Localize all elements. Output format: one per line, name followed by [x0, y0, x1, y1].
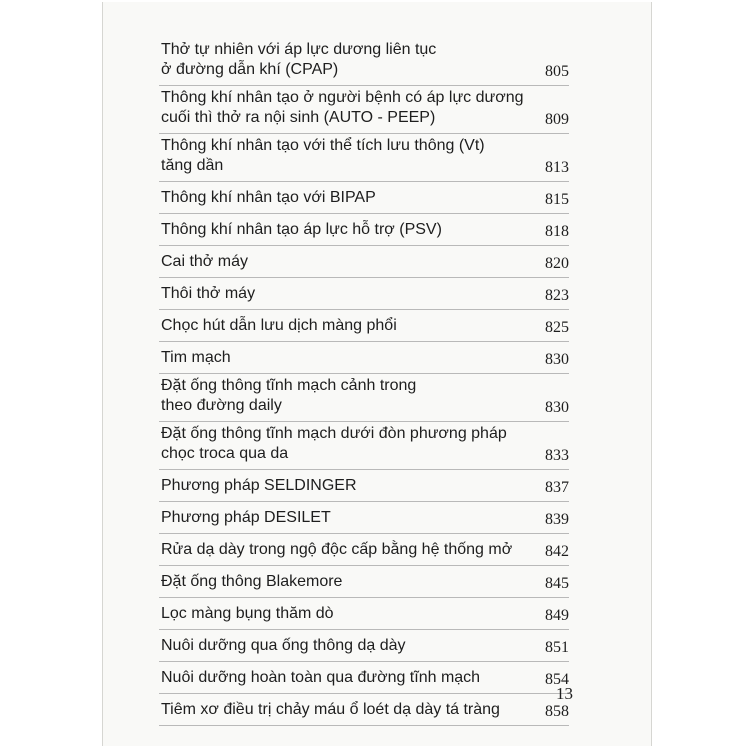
toc-entry-page: 809: [545, 111, 569, 128]
toc-entry-title: Lọc màng bụng thăm dò: [161, 605, 334, 622]
toc-entry: [159, 566, 569, 598]
toc-entry-page: 845: [545, 575, 569, 592]
toc-entry-title: Phương pháp DESILET: [161, 509, 331, 526]
book-page: [102, 2, 652, 746]
toc-entry: [159, 422, 569, 470]
toc-entry-title: Thở tự nhiên với áp lực dương liên tục ở đường dẫn khí (CPAP): [161, 41, 437, 78]
toc-entry-page: 813: [545, 159, 569, 176]
toc-entry-page: 854: [545, 671, 569, 688]
toc-entry: [159, 502, 569, 534]
toc-entry: [159, 534, 569, 566]
toc-entry-title: Tiêm xơ điều trị chảy máu ổ loét dạ dày tá tràng: [161, 701, 500, 718]
toc-entry-page: 823: [545, 287, 569, 304]
toc-entry-page: 851: [545, 639, 569, 656]
toc-entry-page: 830: [545, 351, 569, 368]
toc-entry-title: Thông khí nhân tạo áp lực hỗ trợ (PSV): [161, 221, 442, 238]
page-number: 13: [556, 684, 573, 703]
toc-entry: [159, 694, 569, 726]
toc-entry-title: Đặt ống thông tĩnh mạch cảnh trong theo đường daily: [161, 377, 417, 414]
toc-entry-page: 858: [545, 703, 569, 720]
toc-entry-page: 849: [545, 607, 569, 624]
toc-entry-page: 842: [545, 543, 569, 560]
toc-entry: [159, 374, 569, 422]
toc-entry: [159, 662, 569, 694]
toc-entry-page: 837: [545, 479, 569, 496]
toc-entry: [159, 86, 569, 134]
toc-entry-title: Thông khí nhân tạo ở người bệnh có áp lực dương cuối thì thở ra nội sinh (AUTO - PEEP): [161, 89, 524, 126]
toc-entry-title: Thôi thở máy: [161, 285, 256, 302]
toc-entry-page: 820: [545, 255, 569, 272]
toc-entry: [159, 278, 569, 310]
toc-entry: [159, 134, 569, 182]
toc-entry: [159, 598, 569, 630]
toc-entry-page: 825: [545, 319, 569, 336]
toc-entry: [159, 246, 569, 278]
toc-entry-page: 833: [545, 447, 569, 464]
toc-entry-page: 818: [545, 223, 569, 240]
toc-entry-title: Phương pháp SELDINGER: [161, 477, 357, 494]
toc-entry: [159, 630, 569, 662]
toc-entry: [159, 38, 569, 86]
toc-entry-title: Tim mạch: [161, 349, 231, 366]
toc-entry-title: Cai thở máy: [161, 253, 248, 270]
table-of-contents: [159, 38, 569, 726]
toc-entry: [159, 214, 569, 246]
toc-entry-title: Đặt ống thông tĩnh mạch dưới đòn phương pháp chọc troca qua da: [161, 425, 507, 462]
toc-entry-title: Chọc hút dẫn lưu dịch màng phổi: [161, 317, 397, 334]
toc-entry-title: Đặt ống thông Blakemore: [161, 573, 343, 590]
toc-entry-title: Thông khí nhân tạo với BIPAP: [161, 189, 376, 206]
toc-entry-title: Rửa dạ dày trong ngộ độc cấp bằng hệ thống mở: [161, 541, 513, 558]
toc-entry: [159, 470, 569, 502]
toc-entry-title: Nuôi dưỡng qua ống thông dạ dày: [161, 637, 406, 654]
toc-entry-page: 830: [545, 399, 569, 416]
toc-entry: [159, 310, 569, 342]
toc-entry-title: Nuôi dưỡng hoàn toàn qua đường tĩnh mạch: [161, 669, 481, 686]
toc-entry-page: 805: [545, 63, 569, 80]
toc-entry: [159, 182, 569, 214]
toc-entry: [159, 342, 569, 374]
toc-entry-page: 839: [545, 511, 569, 528]
toc-entry-page: 815: [545, 191, 569, 208]
toc-entry-title: Thông khí nhân tạo với thể tích lưu thông (Vt) tăng dần: [161, 137, 485, 174]
